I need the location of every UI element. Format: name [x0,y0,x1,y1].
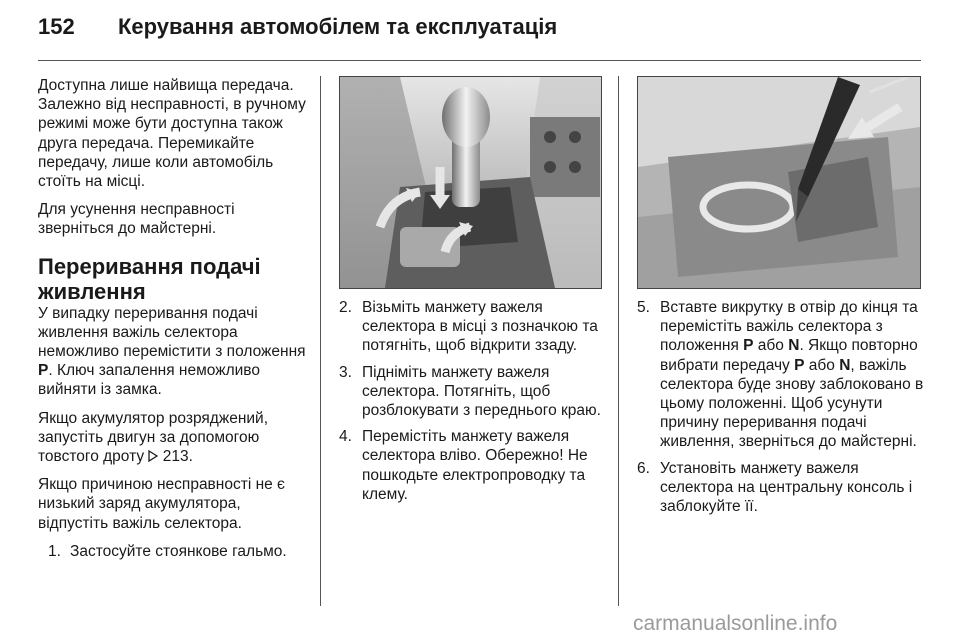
list-item-step-4: 4. Перемістіть манжету важеля селектора вліво. Обережно! Не пошкодьте електропроводку та клему. [339,428,588,503]
cross-reference-icon [148,448,158,465]
page-header [38,12,918,44]
page-title: Керування автомобілем та експлуатація [118,14,558,39]
list-item-step-5: 5. Вставте викрутку в отвір до кінця та перемістіть важіль селектора з положення P або N. Якщо повторно вибрати передачу P або N, важіль селектора буде знову заблоковано в цьому положенні. Щоб усунути причину переривання подачі живлення, зверніться до майстерні. [637,299,924,451]
page-number: 152 [38,14,75,39]
paragraph-contact-workshop: Для усунення несправності зверніться до майстерні. [38,201,235,238]
list-item-step-2: 2. Візьміть манжету важеля селектора в місці з позначкою та потягніть, щоб відкрити ззаду. [339,299,598,355]
gear-selector-boot-image [339,76,602,289]
header-divider [38,60,921,61]
text-column-left [38,76,313,568]
screwdriver-release-image [637,76,921,289]
paragraph-release-lever: Якщо причиною несправності не є низький заряд акумулятора, відпустіть важіль селектора. [38,476,285,532]
paragraph-highest-gear: Доступна лише найвища передача. Залежно від несправності, в ручному режимі може бути доступна також друга передача. Перемикайте передачу, лише коли автомобіль стоїть на місці. [38,77,306,191]
column-divider-1 [320,76,321,606]
section-heading: Переривання подачі живлення [38,253,261,304]
list-item-step-1: 1. Застосуйте стоянкове гальмо. [48,542,287,560]
page-reference-link[interactable]: 213 [162,448,189,466]
paragraph-power-interruption: У випадку переривання подачі живлення важіль селектора неможливо перемістити з положення P. Ключ запалення неможливо вийняти із замка. [38,304,306,399]
watermark: carmanualsonline.info [633,612,838,635]
text-column-middle [339,298,609,511]
paragraph-battery: Якщо акумулятор розряджений, запустіть двигун за допомогою товстого дроту 213. [38,409,269,466]
list-item-step-6: 6. Установіть манжету важеля селектора на центральну консоль і заблокуйте її. [637,459,913,516]
list-item-step-3: 3. Підніміть манжету важеля селектора. Потягніть, щоб розблокувати з переднього краю. [339,363,601,420]
text-column-right [637,298,927,523]
column-divider-2 [618,76,619,606]
